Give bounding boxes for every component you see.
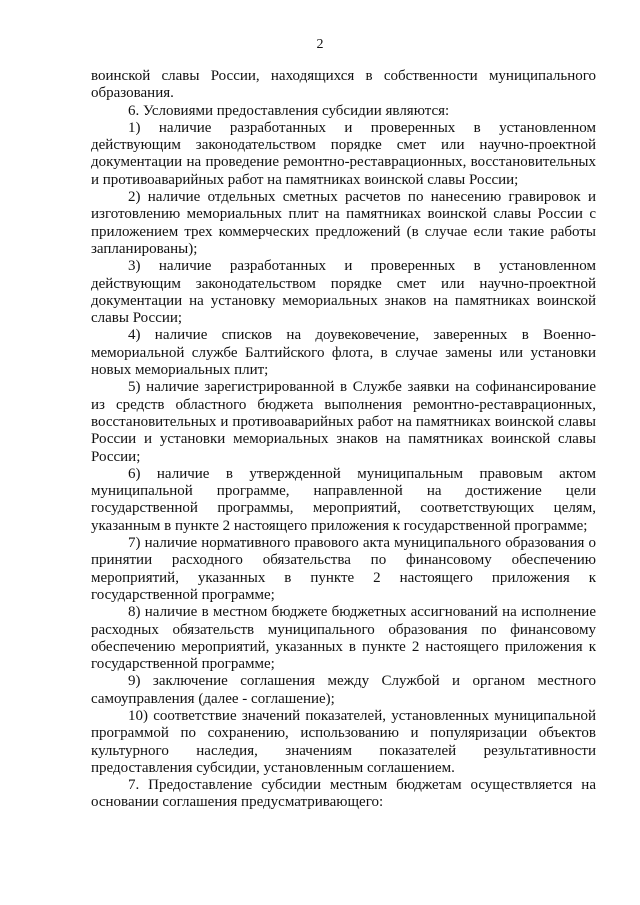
paragraph-condition-6: 6) наличие в утвержденной муниципальным правовым актом муниципальной программе, направленной на достижение цели государственной программы, мероприятий, соответствующих целям, указанным в пункте 2 настоящего приложения к государственной программе; [91,465,596,534]
page-number: 2 [316,37,324,52]
paragraph-condition-3: 3) наличие разработанных и проверенных в установленном действующим законодательством порядке смет или научно-проектной документации на установку мемориальных знаков на памятниках воинской славы России; [91,258,596,327]
paragraph-condition-4: 4) наличие списков на доувековечение, заверенных в Военно-мемориальной службе Балтийского флота, в случае замены или установки новых мемориальных плит; [91,327,596,379]
paragraph-condition-1: 1) наличие разработанных и проверенных в установленном действующим законодательством порядке смет или научно-проектной документации на проведение ремонтно-реставрационных, восстановительных и противоаварийных работ на памятниках воинской славы России; [91,119,596,188]
paragraph-condition-9: 9) заключение соглашения между Службой и органом местного самоуправления (далее - соглашение); [91,673,596,707]
paragraph-condition-2: 2) наличие отдельных сметных расчетов по нанесению гравировок и изготовлению мемориальных плит на памятниках воинской славы России с приложением трех коммерческих предложений (в случае если такие работы запланированы); [91,189,596,257]
paragraph-condition-8: 8) наличие в местном бюджете бюджетных ассигнований на исполнение расходных обязательств муниципального образования по финансовому обеспечению мероприятий, указанных в пункте 2 настоящего приложения к государственной программе; [91,604,596,673]
paragraph-section-7: 7. Предоставление субсидии местным бюджетам осуществляется на основании соглашения предусматривающего: [91,777,596,811]
paragraph-condition-10: 10) соответствие значений показателей, установленных муниципальной программой по сохранению, использованию и популяризации объектов культурного наследия, значениям показателей результативности предоставления субсидии, установленным соглашением. [91,707,596,776]
paragraph-section-6: 6. Условиями предоставления субсидии являются: [128,102,450,119]
paragraph-condition-7: 7) наличие нормативного правового акта муниципального образования о принятии расходного обязательства по финансовому обеспечению мероприятий, указанных в пункте 2 настоящего приложения к государственной программе; [91,535,596,603]
document-body [91,68,596,812]
paragraph-condition-5: 5) наличие зарегистрированной в Службе заявки на софинансирование из средств областного бюджета выполнения ремонтно-реставрационных, восстановительных и противоаварийных работ на памятниках воинской славы России и установки мемориальных знаков на памятниках воинской славы России; [91,379,596,465]
paragraph-continuation: воинской славы России, находящихся в собственности муниципального образования. [91,68,596,102]
